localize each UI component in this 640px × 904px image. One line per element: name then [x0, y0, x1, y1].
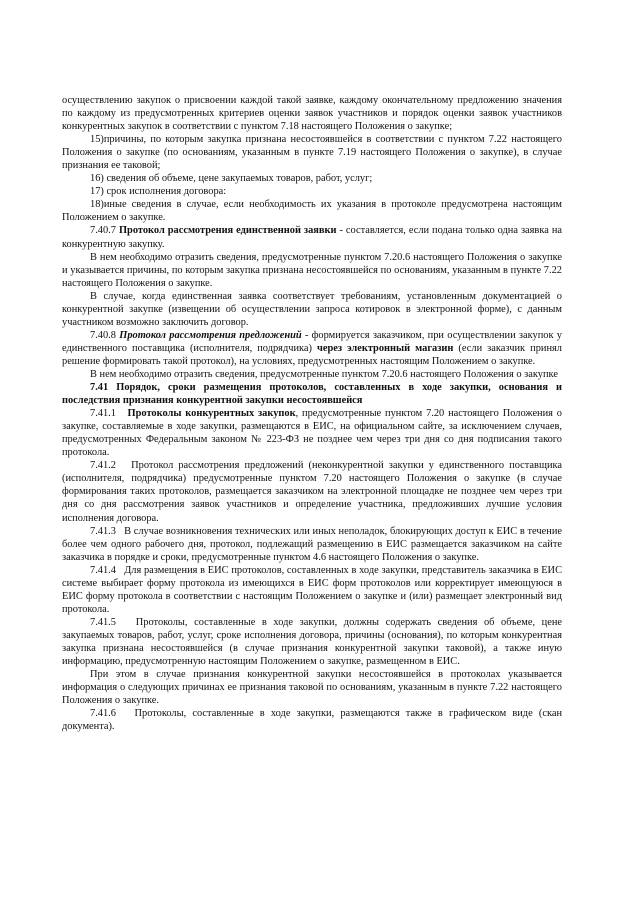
section-text: Протоколы, составленные в ходе закупки, должны содержать сведения об объеме, цене закупаемых товаров, работ, услуг, сроке исполнения договора, причины (основания), по которым конкурентная закупка признана несостоявшейся (в случае признания конкурентной закупки таковой), а также иную информацию, предусмотренную настоящим Положением о закупке, размещенном в ЕИС. — [62, 616, 562, 668]
section-7-41-5 — [62, 616, 562, 668]
section-emphasis: через электронный магазин — [317, 342, 454, 354]
paragraph-criteria-end: осуществлению закупок о присвоении каждой такой заявке, каждому окончательному предложению значения по каждому из предусмотренных критериев оценки заявок участников и порядок оценки заявок участников конкурентных закупок в соответствии с пунктом 7.18 настоящего Положения о закупке; — [62, 95, 562, 133]
list-item-15: 15)причины, по которым закупка признана несостоявшейся в соответствии с пунктом 7.22 настоящего Положения о закупке (по основаниям, указанным в пункте 7.19 настоящего Положения о закупке), в случае признания ее таковой; — [62, 134, 562, 172]
section-text: В случае возникновения технических или иных неполадок, блокирующих доступ к ЕИС в течение более чем одного рабочего дня, протокол, подлежащий размещению в ЕИС размещается заказчиком на сайте заказчика в порядке и сроки, предусмотренные пунктом 4.6 настоящего Положения о закупке. — [62, 525, 562, 563]
paragraph-7-41-5-reasons: При этом в случае признания конкурентной закупки несостоявшейся в протоколах указывается информация о следующих причинах ее признания таковой по основаниям, указанным в пункте 7.22 настоящего Положения о закупке. — [62, 669, 562, 707]
section-text: Протокол рассмотрения предложений (неконкурентной закупки у единственного поставщика (исполнителя, подрядчика) предусмотренные пунктом 7.20 настоящего Положения о закупке (в случае формирования таких протоколов, размещается заказчиком на электронной площадке не позднее чем через три дня со дня рассмотрения заявок участников и определение участника, предложивших лучшие условия исполнения договора. — [62, 460, 563, 524]
section-number: 7.41.1 — [90, 408, 116, 420]
section-heading-7-41: 7.41 Порядок, сроки размещения протоколов, составленных в ходе закупки, основания и последствия признания конкурентной закупки несостоявшейся — [62, 382, 562, 407]
list-item-18: 18)иные сведения в случае, если необходимость их указания в протоколе предусмотрена настоящим Положением о закупке. — [62, 199, 562, 224]
paragraph-7-40-7-details: В нем необходимо отразить сведения, предусмотренные пунктом 7.20.6 настоящего Положения о закупке и указывается причины, по которым закупка признана несостоявшейся по основаниям, указанным в пункте 7.22 настоящего Положения о закупке. — [62, 251, 562, 289]
paragraph-7-40-8-details: В нем необходимо отразить сведения, предусмотренные пунктом 7.20.6 настоящего Положения о закупке — [90, 368, 558, 380]
section-text: - составляется, если подана только одна заявка на конкурентную закупку. — [62, 225, 562, 250]
section-text: - формируется заказчиком, при осуществлении закупок у единственного поставщика (исполнителя, подрядчика) — [62, 329, 562, 354]
section-number: 7.41.2 — [90, 460, 116, 472]
document-page — [62, 94, 562, 733]
paragraph-7-40-7-single-bid: В случае, когда единственная заявка соответствует требованиям, установленным документацией о конкурентной закупке (извещении об осуществлении запроса котировок в электронной форме), с данным участником возможно заключить договор. — [62, 290, 562, 328]
section-number: 7.41.3 — [90, 525, 116, 537]
section-number: 7.41.6 — [90, 708, 116, 720]
section-number: 7.41.5 — [90, 616, 116, 628]
section-7-41-1 — [62, 407, 562, 459]
section-number: 7.41.4 — [90, 564, 116, 576]
section-title: Протокол рассмотрения единственной заявки — [118, 225, 337, 237]
section-number: 7.40.8 — [90, 329, 116, 341]
section-text-rest: (если заказчик принял решение формировать такой протокол), на условиях, предусмотренных настоящим Положением о закупке. — [62, 342, 562, 367]
section-7-41-6 — [62, 707, 562, 733]
section-text: Протоколы, составленные в ходе закупки, размещаются также в графическом виде (скан документа). — [62, 708, 563, 733]
section-7-40-7 — [62, 224, 562, 250]
section-7-41-2 — [62, 459, 562, 524]
list-item-17: 17) срок исполнения договора: — [90, 186, 227, 198]
section-title: Протокол рассмотрения предложений — [119, 329, 302, 341]
section-text: , предусмотренные пунктом 7.20 настоящего Положения о закупке, составляемые в ходе закупки, размещаются в ЕИС, на официальном сайте, за исключением случаев, предусмотренных Федеральным законом № 223-ФЗ не позднее чем через три дня со дня подписания такого протокола. — [62, 408, 562, 459]
section-title: Протоколы конкурентных закупок — [127, 408, 296, 420]
section-7-41-3 — [62, 525, 562, 564]
list-item-16: 16) сведения об объеме, цене закупаемых товаров, работ, услуг; — [90, 173, 373, 185]
section-7-40-8 — [62, 329, 562, 368]
section-7-41-4 — [62, 564, 562, 616]
section-number: 7.40.7 — [90, 225, 116, 237]
section-text: Для размещения в ЕИС протоколов, составленных в ходе закупки, представитель заказчика в ЕИС системе выбирает форму протокола из имеющихся в ЕИС форм протоколов или корректирует имеющуюся в ЕИС форму протокола в соответствии с настоящим Положением о закупке и (или) размещает электронный вид протокола. — [62, 564, 562, 615]
